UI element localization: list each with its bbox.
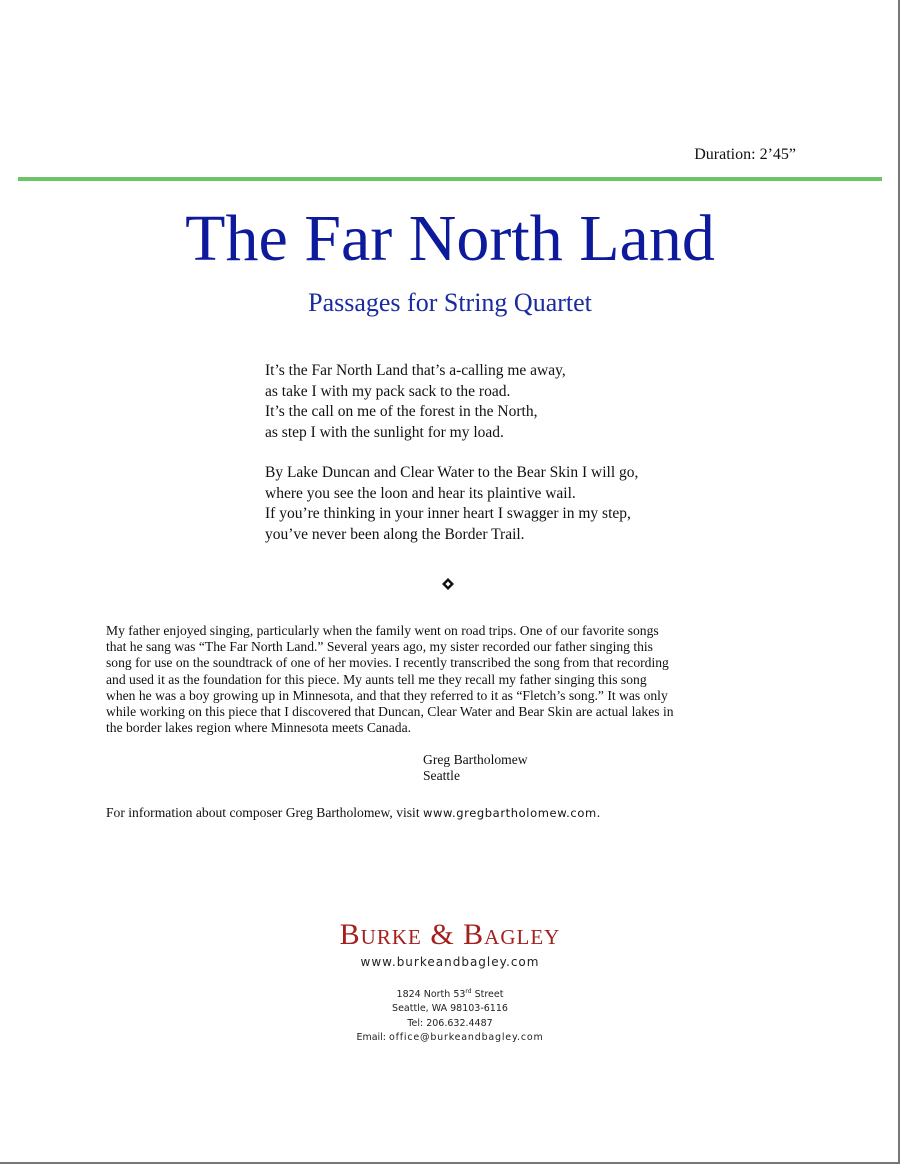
composer-info	[106, 805, 600, 821]
poem	[265, 361, 785, 565]
program-note-line: while working on this piece that I discovered that Duncan, Clear Water and Bear Skin are actual lakes in	[106, 704, 674, 720]
program-note-line: and used it as the foundation for this piece. My aunts tell me they recall my father singing this song	[106, 671, 647, 687]
poem-line: as take I with my pack sack to the road.	[265, 382, 511, 400]
publisher-address	[0, 985, 900, 1045]
program-note-line: song for use on the soundtrack of one of her movies. I recently transcribed the song from that recording	[106, 655, 669, 671]
program-note-line: that he sang was “The Far North Land.” Several years ago, my sister recorded our father singing this	[106, 639, 653, 655]
composer-info-text: For information about composer Greg Bartholomew, visit	[106, 805, 424, 820]
composer-info-end: .	[596, 805, 601, 820]
duration-label: Duration: 2’45”	[694, 146, 796, 163]
email-link[interactable]: office@burkeandbagley.com	[389, 1031, 544, 1043]
poem-line: as step I with the sunlight for my load.	[265, 423, 504, 441]
program-note-line: My father enjoyed singing, particularly when the family went on road trips. One of our favorite songs	[106, 623, 659, 638]
page-subtitle: Passages for String Quartet	[308, 288, 592, 317]
signature-block	[423, 752, 528, 784]
poem-line: It’s the call on me of the forest in the North,	[265, 403, 538, 420]
publisher-website-link[interactable]: www.burkeandbagley.com	[360, 955, 540, 969]
address-email: Email: office@burkeandbagley.com	[356, 1031, 544, 1043]
program-note-line: the border lakes region where Minnesota meets Canada.	[106, 720, 411, 736]
poem-line: It’s the Far North Land that’s a-calling me away,	[265, 362, 566, 379]
address-phone: Tel: 206.632.4487	[407, 1017, 493, 1029]
signature-name: Greg Bartholomew	[423, 752, 528, 767]
poem-line: By Lake Duncan and Clear Water to the Bear Skin I will go,	[265, 464, 639, 481]
poem-stanza-1	[265, 361, 785, 443]
program-note-line: when he was a boy growing up in Minnesota, and that they referred to it as “Fletch’s song.” It was only	[106, 687, 668, 703]
poem-line: If you’re thinking in your inner heart I swagger in my step,	[265, 505, 631, 522]
green-divider	[18, 177, 882, 181]
page-title: The Far North Land	[185, 202, 715, 275]
poem-stanza-2	[265, 463, 785, 545]
poem-line: where you see the loon and hear its plaintive wail.	[265, 484, 576, 502]
address-city: Seattle, WA 98103-6116	[392, 1003, 508, 1015]
signature-city: Seattle	[423, 768, 460, 784]
diamond-ornament-icon	[441, 577, 455, 591]
composer-website-link[interactable]: www.gregbartholomew.com	[423, 806, 597, 820]
address-street: 1824 North 53rd Street	[396, 988, 504, 1001]
program-note	[106, 623, 796, 736]
poem-line: you’ve never been along the Border Trail.	[265, 525, 525, 543]
publisher-logo: Burke & Bagley	[339, 918, 561, 951]
